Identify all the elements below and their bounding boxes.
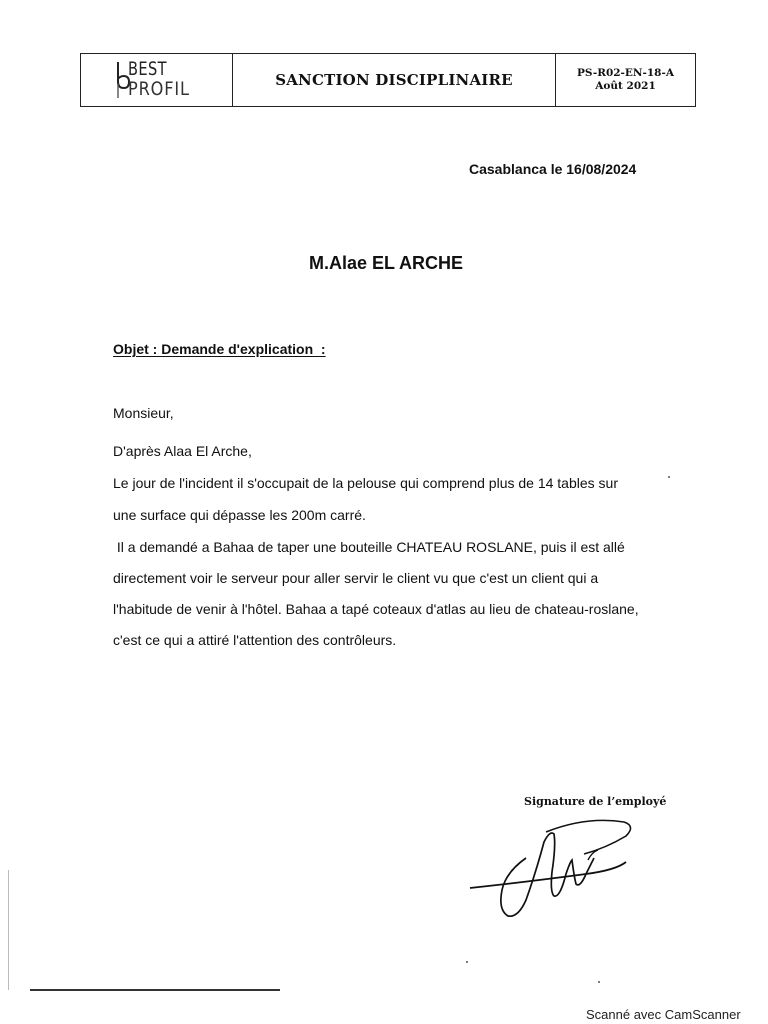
employee-signature bbox=[466, 812, 646, 922]
scan-speck bbox=[466, 961, 468, 963]
body-line: Le jour de l'incident il s'occupait de la pelouse qui comprend plus de 14 tables sur bbox=[113, 475, 618, 491]
letter-subject: Objet : Demande d'explication : bbox=[113, 341, 326, 357]
body-line: Il a demandé a Bahaa de taper une bouteille CHATEAU ROSLANE, puis il est allé bbox=[113, 539, 625, 555]
body-line: l'habitude de venir à l'hôtel. Bahaa a tapé coteaux d'atlas au lieu de chateau-roslane, bbox=[113, 601, 639, 617]
body-line: une surface qui dépasse les 200m carré. bbox=[113, 507, 366, 523]
header-code-cell bbox=[556, 54, 695, 106]
body-line: c'est ce qui a attiré l'attention des contrôleurs. bbox=[113, 632, 397, 648]
document-version-date: Août 2021 bbox=[595, 80, 656, 92]
recipient-name-text: M.Alae EL ARCHE bbox=[308, 253, 464, 273]
header-title-cell bbox=[233, 54, 556, 106]
scan-speck bbox=[668, 476, 670, 478]
document-title: SANCTION DISCIPLINAIRE bbox=[275, 71, 513, 89]
scan-edge-artifact bbox=[8, 870, 9, 990]
scan-speck bbox=[598, 981, 600, 983]
place-and-date: Casablanca le 16/08/2024 bbox=[469, 161, 637, 177]
logo-text-best: BEST bbox=[128, 58, 167, 80]
logo-text-profil: PROFIL bbox=[128, 78, 190, 100]
camscanner-watermark: Scanné avec CamScanner bbox=[586, 1007, 741, 1022]
document-header bbox=[80, 53, 696, 107]
body-line: D'après Alaa El Arche, bbox=[113, 443, 252, 459]
company-logo bbox=[81, 54, 233, 106]
signature-label: Signature de l’employé bbox=[524, 795, 667, 808]
recipient-name bbox=[0, 253, 768, 274]
body-line: directement voir le serveur pour aller servir le client vu que c'est un client qui a bbox=[113, 570, 599, 586]
salutation: Monsieur, bbox=[113, 405, 174, 421]
document-code: PS-R02-EN-18-A bbox=[577, 67, 674, 79]
scan-bottom-line bbox=[30, 989, 280, 991]
